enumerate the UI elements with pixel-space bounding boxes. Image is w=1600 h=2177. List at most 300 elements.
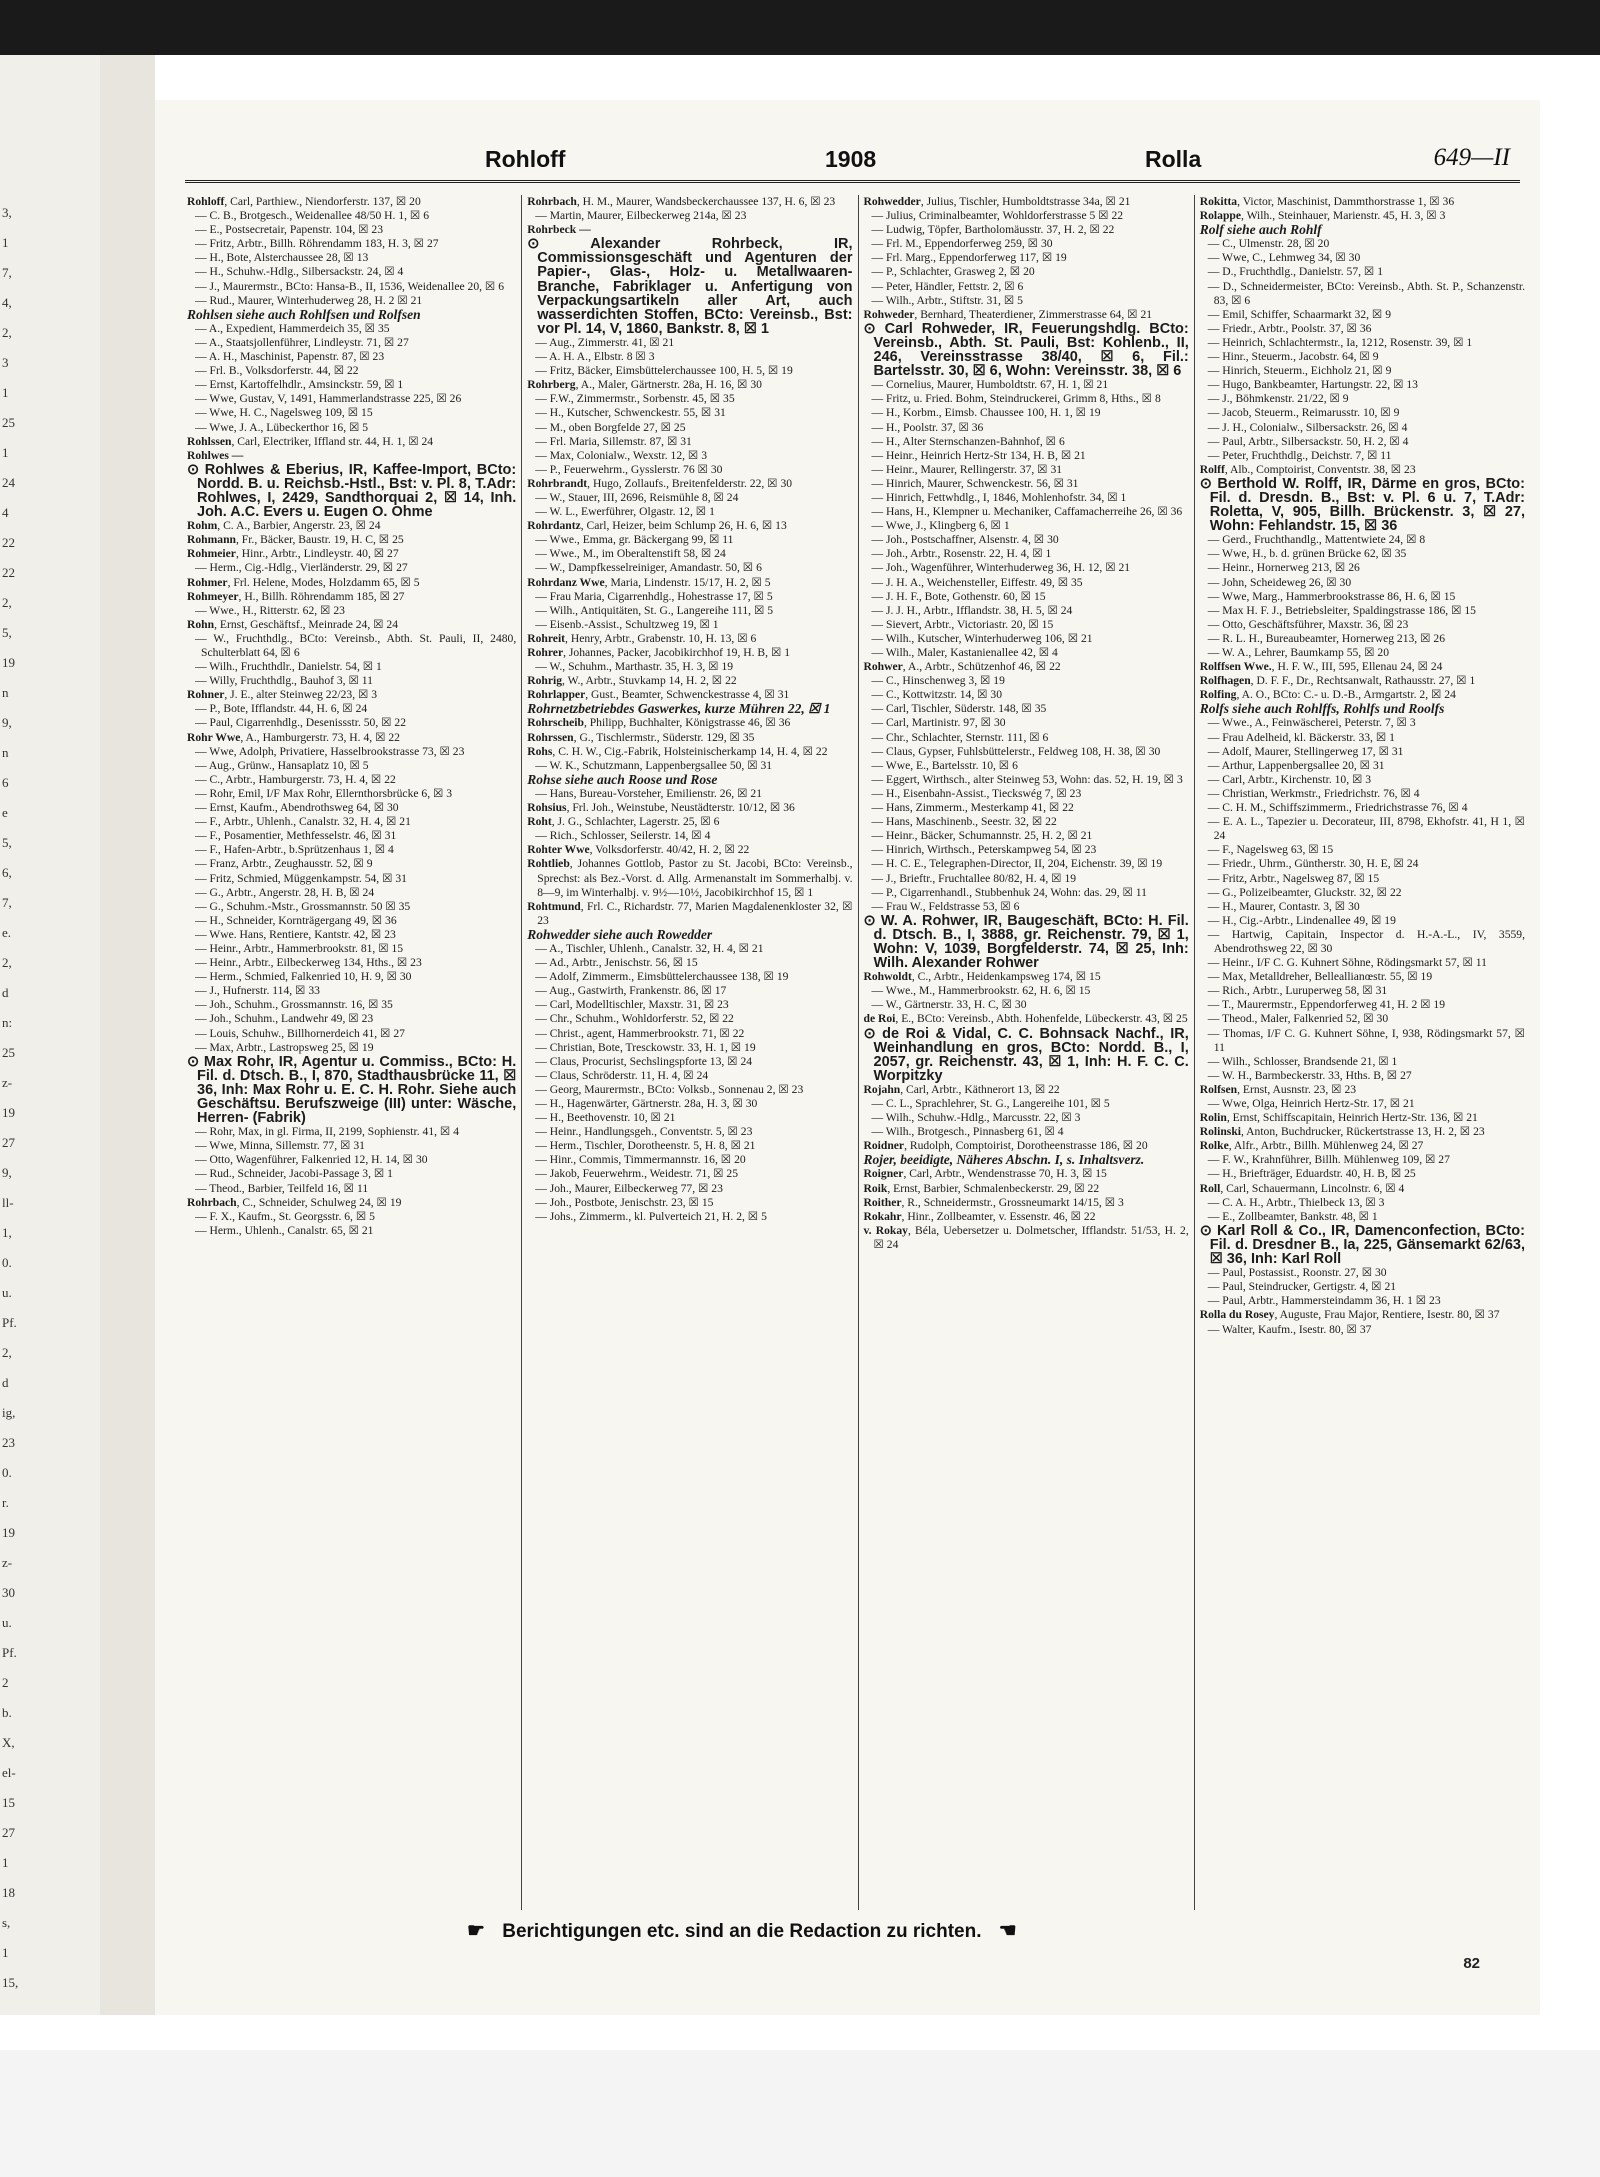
directory-entry: — J. J. H., Arbtr., Ifflandstr. 38, H. 5, ☒ 24 bbox=[871, 603, 1073, 617]
margin-fragment: u. bbox=[2, 1285, 12, 1300]
directory-entry: — Paul, Cigarrenhdlg., Desenissstr. 50, ☒ 22 bbox=[195, 716, 407, 730]
directory-entry: — Adolf, Zimmerm., Eimsbüttelerchaussee 138, ☒ 19 bbox=[535, 970, 789, 984]
margin-fragment: 7, bbox=[2, 265, 12, 280]
margin-fragment: 6, bbox=[2, 865, 12, 880]
margin-fragment: z- bbox=[2, 1075, 13, 1090]
directory-entry: — Rud., Maurer, Winterhuderweg 28, H. 2 ☒ 21 bbox=[195, 293, 423, 307]
directory-entry: — A., Expedient, Hammerdeich 35, ☒ 35 bbox=[195, 321, 390, 335]
directory-entry: Rohwer, A., Arbtr., Schützenhof 46, ☒ 22 bbox=[863, 660, 1061, 674]
directory-entry: — Frau W., Feldstrasse 53, ☒ 6 bbox=[871, 899, 1020, 913]
directory-entry: — Chr., Schuhm., Wohldorferstr. 52, ☒ 22 bbox=[535, 1012, 734, 1026]
directory-entry: Rohrscheib, Philipp, Buchhalter, Königstrasse 46, ☒ 36 bbox=[527, 716, 791, 730]
directory-entry: — Hans, Maschinenb., Seestr. 32, ☒ 22 bbox=[871, 815, 1057, 829]
directory-entry: — W. A., Lehrer, Baumkamp 55, ☒ 20 bbox=[1207, 646, 1389, 659]
directory-entry: Rohreit, Henry, Arbtr., Grabenstr. 10, H. 13, ☒ 6 bbox=[527, 631, 757, 645]
directory-entry: — Peter, Händler, Fettstr. 2, ☒ 6 bbox=[871, 279, 1024, 293]
directory-entry: — Carl, Arbtr., Kirchenstr. 10, ☒ 3 bbox=[1207, 772, 1372, 786]
directory-entry: — Theod., Maler, Falkenried 52, ☒ 30 bbox=[1207, 1012, 1389, 1026]
pointing-hand-right-icon: ☚ bbox=[998, 1920, 1017, 1942]
margin-fragment: 22 bbox=[2, 535, 15, 550]
directory-entry: — Wwe, Olga, Heinrich Hertz-Str. 17, ☒ 21 bbox=[1207, 1097, 1415, 1110]
directory-entry: Rohrbeck — bbox=[527, 223, 591, 237]
margin-fragment: d bbox=[2, 985, 9, 1000]
directory-entry: — Julius, Criminalbeamter, Wohldorferstrasse 5 ☒ 22 bbox=[871, 209, 1124, 223]
margin-fragment: e. bbox=[2, 925, 12, 940]
margin-fragment: el- bbox=[2, 1765, 16, 1780]
directory-entry: — H., Beethovenstr. 10, ☒ 21 bbox=[535, 1111, 676, 1125]
directory-entry: — F. W., Krahnführer, Billh. Mühlenweg 109, ☒ 27 bbox=[1207, 1153, 1450, 1167]
directory-entry: — P., Cigarrenhandl., Stubbenhuk 24, Wohn: das. 29, ☒ 11 bbox=[871, 885, 1147, 899]
directory-entry: — Rich., Arbtr., Luruperweg 58, ☒ 31 bbox=[1207, 984, 1388, 998]
directory-entry: — H., Kutscher, Schwenckestr. 55, ☒ 31 bbox=[535, 406, 726, 420]
directory-entry: — D., Fruchthdlg., Danielstr. 57, ☒ 1 bbox=[1207, 265, 1384, 279]
margin-fragment: r. bbox=[2, 1495, 9, 1510]
directory-entry: Rohrbrandt, Hugo, Zollaufs., Breitenfelderstr. 22, ☒ 30 bbox=[527, 476, 793, 490]
margin-fragment: 7, bbox=[2, 895, 12, 910]
directory-entry: — Joh., Arbtr., Rosenstr. 22, H. 4, ☒ 1 bbox=[871, 547, 1052, 561]
directory-entry: — F., Hafen-Arbtr., b.Sprützenhaus 1, ☒ 4 bbox=[195, 843, 394, 857]
margin-fragment: X, bbox=[2, 1735, 15, 1750]
directory-entry: — F., Nagelsweg 63, ☒ 15 bbox=[1207, 843, 1334, 857]
margin-fragment: e bbox=[2, 805, 8, 820]
directory-entry: Rolla du Rosey, Auguste, Frau Major, Rentiere, Isestr. 80, ☒ 37 bbox=[1199, 1308, 1500, 1322]
directory-entry: Rolffsen Wwe., H. F. W., III, 595, Ellenau 24, ☒ 24 bbox=[1199, 660, 1443, 674]
directory-entry: — Hartwig, Capitain, Inspector d. H.-A.-L., IV, 3559, Abendrothsweg 22, ☒ 30 bbox=[1207, 927, 1525, 955]
directory-columns bbox=[185, 195, 1530, 1910]
directory-entry: — Hinrich, Fettwhdlg., I, 1846, Mohlenhofstr. 34, ☒ 1 bbox=[871, 490, 1127, 504]
directory-entry: Roidner, Rudolph, Comptoirist, Dorotheenstrasse 186, ☒ 20 bbox=[863, 1139, 1148, 1153]
directory-column-3 bbox=[858, 195, 1194, 1910]
directory-entry: — F., Posamentier, Methfesselstr. 46, ☒ 31 bbox=[195, 829, 397, 843]
directory-entry: — C. A. H., Arbtr., Thielbeck 13, ☒ 3 bbox=[1207, 1195, 1385, 1209]
directory-entry: — H., Briefträger, Eduardstr. 40, H. B, ☒ 25 bbox=[1207, 1167, 1416, 1181]
margin-fragment: 2, bbox=[2, 325, 12, 340]
directory-entry: — Paul, Arbtr., Silbersackstr. 50, H. 2, ☒ 4 bbox=[1207, 434, 1409, 448]
directory-entry: Rokitta, Victor, Maschinist, Dammthorstrasse 1, ☒ 36 bbox=[1199, 195, 1455, 208]
margin-fragment: ll- bbox=[2, 1195, 14, 1210]
directory-entry: — P., Schlachter, Grasweg 2, ☒ 20 bbox=[871, 265, 1035, 279]
directory-entry: Rolff, Alb., Comptoirist, Conventstr. 38, ☒ 23 bbox=[1199, 462, 1416, 476]
directory-entry: — H., Bote, Alsterchaussee 28, ☒ 13 bbox=[195, 251, 369, 265]
directory-entry: — Wwe., Emma, gr. Bäckergang 99, ☒ 11 bbox=[535, 533, 734, 547]
directory-entry: — P., Feuerwehrm., Gysslerstr. 76 ☒ 30 bbox=[535, 462, 723, 476]
header-last-entry: Rolla bbox=[1145, 146, 1202, 172]
directory-entry: — H., Schneider, Kornträgergang 49, ☒ 36 bbox=[195, 913, 397, 927]
directory-entry: — Wilh., Kutscher, Winterhuderweg 106, ☒ 21 bbox=[871, 631, 1093, 645]
directory-entry: Rohmann, Fr., Bäcker, Baustr. 19, H. C, ☒ 25 bbox=[187, 533, 404, 547]
directory-entry: Rohrnetzbetriebdes Gaswerkes, kurze Mühren 22, ☒ 1 bbox=[527, 701, 831, 717]
directory-entry: — J. H. A., Weichensteller, Eiffestr. 49, ☒ 35 bbox=[871, 575, 1083, 589]
directory-entry: — J., Böhmkenstr. 21/22, ☒ 9 bbox=[1207, 392, 1349, 406]
directory-entry: — J., Brieftr., Fruchtallee 80/82, H. 4, ☒ 19 bbox=[871, 871, 1077, 885]
directory-entry: — J., Hufnerstr. 114, ☒ 33 bbox=[195, 984, 320, 998]
directory-entry: — Hans, Zimmerm., Mesterkamp 41, ☒ 22 bbox=[871, 801, 1074, 815]
directory-entry: v. Rokay, Béla, Uebersetzer u. Dolmetscher, Ifflandstr. 51/53, H. 2, ☒ 24 bbox=[863, 1223, 1189, 1251]
directory-entry: — Joh., Wagenführer, Winterhuderweg 36, H. 12, ☒ 21 bbox=[871, 561, 1131, 575]
directory-entry: Rohwoldt, C., Arbtr., Heidenkampsweg 174, ☒ 15 bbox=[863, 970, 1101, 984]
directory-entry: — A., Staatsjollenführer, Lindleystr. 71, ☒ 27 bbox=[195, 335, 409, 349]
directory-entry: — Christian, Bote, Tresckowstr. 33, H. 1, ☒ 19 bbox=[535, 1040, 756, 1054]
directory-entry: — Hugo, Bankbeamter, Hartungstr. 22, ☒ 13 bbox=[1207, 378, 1418, 392]
directory-entry: — Frl. Maria, Sillemstr. 87, ☒ 31 bbox=[535, 434, 692, 448]
directory-entry: — A. H. A., Elbstr. 8 ☒ 3 bbox=[535, 350, 655, 364]
directory-entry: Rohter Wwe, Volksdorferstr. 40/42, H. 2, ☒ 22 bbox=[527, 843, 750, 857]
directory-entry: — J., Maurermstr., BCto: Hansa-B., II, 1536, Weidenallee 20, ☒ 6 bbox=[195, 279, 505, 293]
directory-entry: — Heinr., I/F C. G. Kuhnert Söhne, Rödingsmarkt 57, ☒ 11 bbox=[1207, 956, 1487, 970]
directory-page bbox=[155, 100, 1540, 2015]
footer-notice-text: Berichtigungen etc. sind an die Redaction zu richten. bbox=[502, 1921, 982, 1942]
directory-entry: — Eisenb.-Assist., Schultzweg 19, ☒ 1 bbox=[535, 617, 719, 631]
directory-entry: — H., Hagenwärter, Gärtnerstr. 28a, H. 3, ☒ 30 bbox=[535, 1097, 758, 1110]
directory-entry: Rohmer, Frl. Helene, Modes, Holzdamm 65, ☒ 5 bbox=[187, 575, 420, 589]
margin-fragment: 2 bbox=[2, 1675, 9, 1690]
directory-entry: — Wwe, H. C., Nagelsweg 109, ☒ 15 bbox=[195, 406, 373, 420]
directory-entry: Rolke, Alfr., Arbtr., Billh. Mühlenweg 24, ☒ 27 bbox=[1199, 1139, 1424, 1153]
directory-entry: — Heinr., Handlungsgeh., Conventstr. 5, ☒ 23 bbox=[535, 1125, 753, 1139]
header-year: 1908 bbox=[825, 146, 877, 172]
directory-entry: Rohrlapper, Gust., Beamter, Schwenckestrasse 4, ☒ 31 bbox=[527, 688, 790, 702]
directory-entry: — Wwe, Adolph, Privatiere, Hasselbrookstrasse 73, ☒ 23 bbox=[195, 744, 465, 758]
directory-entry: Rohmeier, Hinr., Arbtr., Lindleystr. 40, ☒ 27 bbox=[187, 547, 399, 561]
directory-entry: — Heinr., Arbtr., Eilbeckerweg 134, Hths., ☒ 23 bbox=[195, 956, 422, 970]
directory-entry: Rolin, Ernst, Schiffscapitain, Heinrich Hertz-Str. 136, ☒ 21 bbox=[1199, 1111, 1478, 1125]
directory-entry: — Peter, Fruchthdlg., Deichstr. 7, ☒ 11 bbox=[1207, 448, 1392, 462]
directory-entry: — Hinr., Commis, Timmermannstr. 16, ☒ 20 bbox=[535, 1153, 746, 1167]
directory-entry: Rohner, J. E., alter Steinweg 22/23, ☒ 3 bbox=[187, 688, 378, 702]
page-number: 82 bbox=[1463, 1955, 1480, 1972]
directory-entry: — Heinr., Hornerweg 213, ☒ 26 bbox=[1207, 561, 1360, 575]
directory-entry: ⊙ W. A. Rohwer, IR, Baugeschäft, BCto: H. Fil. d. Dtsch. B., I, 3888, gr. Reichenstr. 79, ☒ 1, Wohn: V, 1039, Borgfelderstr. 74, ☒ 25, Inh: Wilh. Alexander Rohwer bbox=[863, 912, 1189, 972]
directory-entry: — Friedr., Arbtr., Poolstr. 37, ☒ 36 bbox=[1207, 321, 1372, 335]
directory-entry: — Hinrich, Wirthsch., Peterskampweg 54, ☒ 23 bbox=[871, 843, 1097, 857]
margin-fragment: 19 bbox=[2, 655, 15, 670]
directory-entry: — Fritz, u. Fried. Bohm, Steindruckerei, Grimm 8, Hths., ☒ 8 bbox=[871, 392, 1161, 406]
scan-bottom-border bbox=[0, 2050, 1600, 2177]
directory-entry: — Hinr., Steuerm., Jacobstr. 64, ☒ 9 bbox=[1207, 350, 1379, 364]
margin-fragment: 5, bbox=[2, 835, 12, 850]
margin-fragment: 4 bbox=[2, 505, 9, 520]
directory-entry: — Claus, Gypser, Fuhlsbüttelerstr., Feldweg 108, H. 38, ☒ 30 bbox=[871, 744, 1161, 758]
directory-entry: Rohweder, Bernhard, Theaterdiener, Zimmerstrasse 64, ☒ 21 bbox=[863, 307, 1153, 321]
directory-entry: — C. B., Brotgesch., Weidenallee 48/50 H. 1, ☒ 6 bbox=[195, 209, 430, 223]
directory-entry: — Aug., Gastwirth, Frankenstr. 86, ☒ 17 bbox=[535, 984, 727, 998]
directory-entry: — Fritz, Arbtr., Nagelsweg 87, ☒ 15 bbox=[1207, 871, 1380, 885]
directory-entry: — G., Arbtr., Angerstr. 28, H. B, ☒ 24 bbox=[195, 885, 375, 899]
directory-entry: — Christ., agent, Hammerbrookstr. 71, ☒ 22 bbox=[535, 1026, 745, 1040]
directory-entry: — Franz, Arbtr., Zeughausstr. 52, ☒ 9 bbox=[195, 857, 373, 871]
directory-entry: — Otto, Geschäftsführer, Maxstr. 36, ☒ 23 bbox=[1207, 617, 1409, 631]
directory-entry: Rohrig, W., Arbtr., Stuvkamp 14, H. 2, ☒ 22 bbox=[527, 674, 737, 688]
directory-entry: — Walter, Kaufm., Isestr. 80, ☒ 37 bbox=[1207, 1322, 1372, 1336]
directory-entry: — Joh., Schuhm., Grossmannstr. 16, ☒ 35 bbox=[195, 998, 393, 1012]
margin-fragment: z- bbox=[2, 1555, 13, 1570]
directory-entry: — Frau Maria, Cigarrenhdlg., Hohestrasse 17, ☒ 5 bbox=[535, 589, 773, 603]
directory-entry: — Otto, Wagenführer, Falkenried 12, H. 14, ☒ 30 bbox=[195, 1153, 428, 1167]
scan-top-border bbox=[0, 0, 1600, 55]
footer-notice bbox=[455, 1918, 1029, 1943]
directory-entry: — C., Hinschenweg 3, ☒ 19 bbox=[871, 674, 1005, 688]
margin-fragment: 2, bbox=[2, 1345, 12, 1360]
directory-entry: — Joh., Postschaffner, Alsenstr. 4, ☒ 30 bbox=[871, 533, 1059, 547]
directory-entry: — Heinr., Heinrich Hertz-Str 134, H. B, ☒ 21 bbox=[871, 448, 1086, 462]
margin-fragment: 3, bbox=[2, 205, 12, 220]
directory-entry: — Emil, Schiffer, Schaarmarkt 32, ☒ 9 bbox=[1207, 307, 1392, 321]
margin-fragment: n bbox=[2, 745, 9, 760]
margin-fragment: 0. bbox=[2, 1255, 12, 1270]
directory-entry: — Wilh., Maler, Kastanienallee 42, ☒ 4 bbox=[871, 646, 1058, 659]
directory-column-4 bbox=[1194, 195, 1530, 1910]
running-header bbox=[185, 140, 1520, 183]
margin-fragment: 27 bbox=[2, 1825, 15, 1840]
directory-entry: Rohlssen, Carl, Electriker, Iffland str. 44, H. 1, ☒ 24 bbox=[187, 434, 434, 448]
margin-fragment: 9, bbox=[2, 715, 12, 730]
directory-entry: — Friedr., Uhrm., Güntherstr. 30, H. E, ☒ 24 bbox=[1207, 857, 1419, 871]
directory-entry: Roither, R., Schneidermstr., Grossneumarkt 14/15, ☒ 3 bbox=[863, 1195, 1124, 1209]
directory-entry: — H., Schuhw.-Hdlg., Silbersackstr. 24, ☒ 4 bbox=[195, 265, 404, 279]
directory-entry: — C. H. M., Schiffszimmerm., Friedrichstrasse 76, ☒ 4 bbox=[1207, 801, 1468, 815]
directory-entry: Rokahr, Hinr., Zollbeamter, v. Essenstr. 46, ☒ 22 bbox=[863, 1209, 1096, 1223]
directory-entry: — W. L., Ewerführer, Olgastr. 12, ☒ 1 bbox=[535, 505, 715, 519]
directory-entry: — C. L., Sprachlehrer, St. G., Langereihe 101, ☒ 5 bbox=[871, 1097, 1110, 1110]
directory-entry: — Willy, Fruchthdlg., Bauhof 3, ☒ 11 bbox=[195, 674, 373, 688]
directory-entry: — R. L. H., Bureaubeamter, Hornerweg 213, ☒ 26 bbox=[1207, 631, 1445, 645]
directory-entry: — Chr., Schlachter, Sternstr. 111, ☒ 6 bbox=[871, 730, 1049, 744]
directory-entry: Rolfs siehe auch Rohlffs, Rohlfs und Roolfs bbox=[1199, 701, 1445, 717]
directory-entry: Rohloff, Carl, Parthiew., Niendorferstr. 137, ☒ 20 bbox=[187, 195, 421, 208]
directory-entry: — Rud., Schneider, Jacobi-Passage 3, ☒ 1 bbox=[195, 1167, 393, 1181]
directory-entry: Rohn, Ernst, Geschäftsf., Meinrade 24, ☒ 24 bbox=[187, 617, 399, 631]
directory-entry: Rohwedder siehe auch Rowedder bbox=[527, 926, 713, 942]
directory-entry: — Joh., Postbote, Jenischstr. 23, ☒ 15 bbox=[535, 1195, 714, 1209]
margin-fragment: 24 bbox=[2, 475, 15, 490]
directory-entry: — W. H., Barmbeckerstr. 33, Hths. B, ☒ 27 bbox=[1207, 1068, 1412, 1082]
directory-entry: Rohrdanz Wwe, Maria, Lindenstr. 15/17, H. 2, ☒ 5 bbox=[527, 575, 771, 589]
directory-entry: — W., Dampfkesselreiniger, Amandastr. 50, ☒ 6 bbox=[535, 561, 762, 575]
directory-entry: — Carl, Modelltischler, Maxstr. 31, ☒ 23 bbox=[535, 998, 729, 1012]
directory-entry: Rohwedder, Julius, Tischler, Humboldtstrasse 34a, ☒ 21 bbox=[863, 195, 1131, 208]
directory-entry: Rohr Wwe, A., Hamburgerstr. 73, H. 4, ☒ 22 bbox=[187, 730, 400, 744]
directory-entry: — Frl. Marg., Eppendorferweg 117, ☒ 19 bbox=[871, 251, 1067, 265]
directory-entry: Rolfsen, Ernst, Ausnstr. 23, ☒ 23 bbox=[1199, 1082, 1357, 1096]
directory-entry: — Hinrich, Maurer, Schwenckestr. 56, ☒ 31 bbox=[871, 476, 1079, 490]
margin-fragment: 19 bbox=[2, 1105, 15, 1120]
directory-entry: Rohsius, Frl. Joh., Weinstube, Neustädterstr. 10/12, ☒ 36 bbox=[527, 801, 795, 815]
directory-entry: Rolfing, A. O., BCto: C.- u. D.-B., Armgartstr. 2, ☒ 24 bbox=[1199, 688, 1456, 702]
directory-entry: — Jacob, Steuerm., Reimarusstr. 10, ☒ 9 bbox=[1207, 406, 1400, 420]
margin-fragment: d bbox=[2, 1375, 9, 1390]
directory-entry: — Claus, Procurist, Sechslingspforte 13, ☒ 24 bbox=[535, 1054, 753, 1068]
directory-entry: — A. H., Maschinist, Papenstr. 87, ☒ 23 bbox=[195, 350, 385, 364]
directory-entry: — Heinrich, Schlachtermstr., Ia, 1212, Rosenstr. 39, ☒ 1 bbox=[1207, 335, 1473, 349]
directory-entry: — Wwe, H., b. d. grünen Brücke 62, ☒ 35 bbox=[1207, 547, 1407, 561]
directory-entry: Roht, J. G., Schlachter, Lagerstr. 25, ☒ 6 bbox=[527, 815, 720, 829]
margin-fragment: 23 bbox=[2, 1435, 15, 1450]
directory-entry: Rolfhagen, D. F. F., Dr., Rechtsanwalt, Rathausstr. 27, ☒ 1 bbox=[1199, 674, 1476, 688]
directory-entry: ⊙ Alexander Rohrbeck, IR, Commissionsgeschäft und Agenturen der Papier-, Glas-, Holz- u. Metallwaaren-Branche, Fabriklager u. Anfertigung von Verpackungsartikeln aller Art, auch wasserdichten Stoffen, BCto: Vereinsb., Bst: vor Pl. 14, V, 1860, Bankstr. 8, ☒ 1 bbox=[527, 236, 853, 337]
directory-entry: — H. C. E., Telegraphen-Director, II, 204, Eichenstr. 39, ☒ 19 bbox=[871, 857, 1163, 871]
directory-entry: — Hans, H., Klempner u. Mechaniker, Caffamacherreihe 26, ☒ 36 bbox=[871, 505, 1183, 519]
directory-entry: — Wwe, C., Lehmweg 34, ☒ 30 bbox=[1207, 251, 1361, 265]
directory-entry: — Wwe, Minna, Sillemstr. 77, ☒ 31 bbox=[195, 1139, 365, 1153]
margin-fragment: n: bbox=[2, 1015, 13, 1030]
margin-fragment: 1 bbox=[2, 235, 9, 250]
directory-entry: — Sievert, Arbtr., Victoriastr. 20, ☒ 15 bbox=[871, 617, 1054, 631]
directory-entry: — F.W., Zimmermstr., Sorbenstr. 45, ☒ 35 bbox=[535, 392, 735, 406]
directory-entry: — H., Alter Sternschanzen-Bahnhof, ☒ 6 bbox=[871, 434, 1065, 448]
directory-entry: — Heinr., Maurer, Rellingerstr. 37, ☒ 31 bbox=[871, 462, 1063, 476]
directory-entry: Roik, Ernst, Barbier, Schmalenbeckerstr. 29, ☒ 22 bbox=[863, 1181, 1100, 1195]
directory-entry: — Heinr., Bäcker, Schumannstr. 25, H. 2, ☒ 21 bbox=[871, 829, 1093, 843]
pointing-hand-left-icon: ☛ bbox=[467, 1920, 485, 1942]
directory-entry: — Wilh., Antiquitäten, St. G., Langereihe 111, ☒ 5 bbox=[535, 603, 774, 617]
directory-entry: — Carl, Martinistr. 97, ☒ 30 bbox=[871, 716, 1006, 730]
directory-entry: — C., Arbtr., Hamburgerstr. 73, H. 4, ☒ 22 bbox=[195, 772, 396, 786]
directory-entry: — Wilh., Schuhw.-Hdlg., Marcusstr. 22, ☒ 3 bbox=[871, 1111, 1081, 1125]
directory-entry: — Rohr, Emil, I/F Max Rohr, Ellernthorsbrücke 6, ☒ 3 bbox=[195, 786, 453, 800]
margin-fragment: Pf. bbox=[2, 1645, 17, 1660]
directory-entry: ⊙ de Roi & Vidal, C. C. Bohnsack Nachf., IR, Weinhandlung en gros, BCto: Nordd. B., I, 2057, gr. Reichenstr. 43, ☒ 1, Inh: H. F. C. C. Worpitzky bbox=[863, 1025, 1189, 1084]
directory-entry: — Max H. F. J., Betriebsleiter, Spaldingstrasse 186, ☒ 15 bbox=[1207, 603, 1476, 617]
directory-entry: Rohlwes — bbox=[187, 448, 244, 462]
directory-entry: — Heinr., Arbtr., Hammerbrookstr. 81, ☒ 15 bbox=[195, 941, 404, 955]
directory-entry: — J. H., Colonialw., Silbersackstr. 26, ☒ 4 bbox=[1207, 420, 1408, 434]
directory-entry: — Wilh., Fruchthdlr., Danielstr. 54, ☒ 1 bbox=[195, 660, 382, 674]
directory-entry: — E., Zollbeamter, Bankstr. 48, ☒ 1 bbox=[1207, 1209, 1378, 1223]
directory-entry: — Herm., Cig.-Hdlg., Vierländerstr. 29, ☒ 27 bbox=[195, 561, 408, 575]
directory-entry: — E., Postsecretair, Papenstr. 104, ☒ 23 bbox=[195, 223, 383, 237]
margin-fragment: 22 bbox=[2, 565, 15, 580]
directory-entry: — Wwe, E., Bartelsstr. 10, ☒ 6 bbox=[871, 758, 1018, 772]
directory-entry: — Frau Adelheid, kl. Bäckerstr. 33, ☒ 1 bbox=[1207, 730, 1395, 744]
directory-entry: — Aug., Grünw., Hansaplatz 10, ☒ 5 bbox=[195, 758, 369, 772]
directory-entry: — Wwe., A., Feinwäscherei, Peterstr. 7, ☒ 3 bbox=[1207, 716, 1416, 730]
directory-entry: Rohrssen, G., Tischlermstr., Süderstr. 129, ☒ 35 bbox=[527, 730, 755, 744]
directory-entry: — P., Bote, Ifflandstr. 44, H. 6, ☒ 24 bbox=[195, 702, 368, 716]
directory-entry: — W., Fruchthdlg., BCto: Vereinsb., Abth. St. Pauli, II, 2480, Schulterblatt 64, ☒ 6 bbox=[195, 631, 517, 659]
directory-entry: Rohrbach, H. M., Maurer, Wandsbeckerchaussee 137, H. 6, ☒ 23 bbox=[527, 195, 836, 208]
directory-entry: — Max, Arbtr., Lastropsweg 25, ☒ 19 bbox=[195, 1040, 374, 1054]
directory-entry: — Hans, Bureau-Vorsteher, Emilienstr. 26, ☒ 21 bbox=[535, 786, 762, 800]
directory-entry: ⊙ Berthold W. Rolff, IR, Därme en gros, BCto: Fil. d. Dresdn. B., Bst: v. Pl. 6 u. 7, T.Adr: Roletta, V, 905, Billh. Brückenstr. 3, ☒ 27, Wohn: Fehlandstr. 15, ☒ 36 bbox=[1199, 475, 1525, 535]
directory-column-2 bbox=[521, 195, 857, 1910]
directory-entry: — M., oben Borgfelde 27, ☒ 25 bbox=[535, 420, 686, 434]
directory-entry: Rohm, C. A., Barbier, Angerstr. 23, ☒ 24 bbox=[187, 519, 381, 533]
margin-fragment: n bbox=[2, 685, 9, 700]
margin-fragment: 1 bbox=[2, 1945, 9, 1960]
directory-entry: — Wwe, J. A., Lübeckerthor 16, ☒ 5 bbox=[195, 420, 369, 434]
directory-entry: — John, Scheideweg 26, ☒ 30 bbox=[1207, 575, 1352, 589]
margin-fragment: 1 bbox=[2, 1855, 9, 1870]
directory-entry: — Ernst, Kartoffelhdlr., Amsinckstr. 59, ☒ 1 bbox=[195, 378, 404, 392]
margin-fragment: 2, bbox=[2, 955, 12, 970]
directory-entry: — W. K., Schutzmann, Lappenbergsallee 50, ☒ 31 bbox=[535, 758, 773, 772]
directory-entry: — Max, Metalldreher, Belleallianœstr. 55, ☒ 19 bbox=[1207, 970, 1433, 984]
directory-column-1 bbox=[185, 195, 521, 1910]
directory-entry: — E. A. L., Tapezier u. Decorateur, III, 8798, Ekhofstr. 41, H 1, ☒ 24 bbox=[1207, 815, 1525, 843]
margin-fragment: 25 bbox=[2, 415, 15, 430]
directory-entry: Rolinski, Anton, Buchdrucker, Rückertstrasse 13, H. 2, ☒ 23 bbox=[1199, 1125, 1485, 1139]
margin-fragment: 25 bbox=[2, 1045, 15, 1060]
directory-entry: Rohrbach, C., Schneider, Schulweg 24, ☒ 19 bbox=[187, 1195, 402, 1209]
directory-entry: — Jakob, Feuerwehrm., Weidestr. 71, ☒ 25 bbox=[535, 1167, 739, 1181]
margin-fragment: Pf. bbox=[2, 1315, 17, 1330]
directory-entry: de Roi, E., BCto: Vereinsb., Abth. Hohenfelde, Lübeckerstr. 43, ☒ 25 bbox=[863, 1012, 1188, 1026]
margin-fragment: 1 bbox=[2, 445, 9, 460]
margin-fragment: 1 bbox=[2, 385, 9, 400]
directory-entry: — Wwe., H., Ritterstr. 62, ☒ 23 bbox=[195, 603, 345, 617]
margin-fragment: 19 bbox=[2, 1525, 15, 1540]
directory-entry: Roll, Carl, Schauermann, Lincolnstr. 6, ☒ 4 bbox=[1199, 1181, 1405, 1195]
header-page-label: 649—II bbox=[1433, 144, 1510, 171]
directory-entry: Rohs, C. H. W., Cig.-Fabrik, Holsteinischerkamp 14, H. 4, ☒ 22 bbox=[527, 744, 828, 758]
directory-entry: — Max, Colonialw., Wexstr. 12, ☒ 3 bbox=[535, 448, 708, 462]
directory-entry: — H., Korbm., Eimsb. Chaussee 100, H. 1, ☒ 19 bbox=[871, 406, 1101, 420]
directory-entry: Rohtmund, Frl. C., Richardstr. 77, Marien Magdalenenkloster 32, ☒ 23 bbox=[527, 899, 853, 927]
directory-entry: — Wwe. Hans, Rentiere, Kantstr. 42, ☒ 23 bbox=[195, 927, 396, 941]
directory-entry: — Eggert, Wirthsch., alter Steinweg 53, Wohn: das. 52, H. 19, ☒ 3 bbox=[871, 772, 1183, 786]
margin-fragment: 4, bbox=[2, 295, 12, 310]
directory-entry: — D., Schneidermeister, BCto: Vereinsb., Abth. St. P., Schanzenstr. 83, ☒ 6 bbox=[1207, 279, 1525, 307]
margin-fragment: b. bbox=[2, 1705, 12, 1720]
directory-entry: — Martin, Maurer, Eilbeckerweg 214a, ☒ 23 bbox=[535, 209, 747, 223]
directory-entry: — G., Polizeibeamter, Gluckstr. 32, ☒ 22 bbox=[1207, 885, 1402, 899]
directory-entry: — F., Arbtr., Uhlenh., Canalstr. 32, H. 4, ☒ 21 bbox=[195, 815, 411, 829]
directory-entry: — Wilh., Schlosser, Brandsende 21, ☒ 1 bbox=[1207, 1054, 1398, 1068]
directory-entry: — Joh., Schuhm., Landwehr 49, ☒ 23 bbox=[195, 1012, 374, 1026]
directory-entry: — Rohr, Max, in gl. Firma, II, 2199, Sophienstr. 41, ☒ 4 bbox=[195, 1125, 460, 1139]
directory-entry: — Herm., Schmied, Falkenried 10, H. 9, ☒ 30 bbox=[195, 970, 412, 984]
directory-entry: — Herm., Tischler, Dorotheenstr. 5, H. 8, ☒ 21 bbox=[535, 1139, 756, 1153]
directory-entry: ⊙ Max Rohr, IR, Agentur u. Commiss., BCto: H. Fil. d. Dtsch. B., I, 870, Stadthausbrücke 11, ☒ 36, Inh: Max Rohr u. E. C. H. Rohr. Siehe auch Geschäftsu. Berufszweige (III) unter: Wäsche, Herren- (Fabrik) bbox=[187, 1053, 517, 1127]
directory-entry: Rojer, beeidigte, Näheres Abschn. I, s. Inhaltsverz. bbox=[863, 1152, 1145, 1168]
directory-entry: — W., Gärtnerstr. 33, H. C, ☒ 30 bbox=[871, 998, 1027, 1012]
directory-entry: Rohrdantz, Carl, Heizer, beim Schlump 26, H. 6, ☒ 13 bbox=[527, 519, 787, 533]
directory-entry: — Johs., Zimmerm., kl. Pulverteich 21, H. 2, ☒ 5 bbox=[535, 1209, 767, 1223]
directory-entry: — Fritz, Arbtr., Billh. Röhrendamm 183, H. 3, ☒ 27 bbox=[195, 237, 439, 251]
directory-entry: — W., Stauer, III, 2696, Reismühle 8, ☒ 24 bbox=[535, 490, 739, 504]
directory-entry: — Ludwig, Töpfer, Bartholomäusstr. 37, H. 2, ☒ 22 bbox=[871, 223, 1115, 237]
margin-fragment: s, bbox=[2, 1915, 11, 1930]
directory-entry: — Wwe, Gustav, V, 1491, Hammerlandstrasse 225, ☒ 26 bbox=[195, 392, 462, 406]
directory-entry: — Wilh., Brotgesch., Pinnasberg 61, ☒ 4 bbox=[871, 1125, 1064, 1139]
directory-entry: — F. X., Kaufm., St. Georgsstr. 6, ☒ 5 bbox=[195, 1209, 375, 1223]
directory-entry: — C., Kottwitzstr. 14, ☒ 30 bbox=[871, 688, 1003, 702]
directory-entry: — Adolf, Maurer, Stellingerweg 17, ☒ 31 bbox=[1207, 744, 1404, 758]
margin-fragment: 1, bbox=[2, 1225, 12, 1240]
directory-entry: Rohrer, Johannes, Packer, Jacobikirchhof 19, H. B, ☒ 1 bbox=[527, 646, 791, 659]
directory-entry: Rohse siehe auch Roose und Rose bbox=[527, 771, 718, 787]
directory-entry: — Claus, Schröderstr. 11, H. 4, ☒ 24 bbox=[535, 1068, 709, 1082]
directory-entry: Rohrberg, A., Maler, Gärtnerstr. 28a, H. 16, ☒ 30 bbox=[527, 378, 762, 392]
directory-entry: ⊙ Karl Roll & Co., IR, Damenconfection, BCto: Fil. d. Dresdner B., Ia, 225, Gänsemarkt 62/63, ☒ 36, Inh: Karl Roll bbox=[1199, 1222, 1525, 1268]
directory-entry: — H., Cig.-Arbtr., Lindenallee 49, ☒ 19 bbox=[1207, 913, 1396, 927]
directory-entry: — T., Maurermstr., Eppendorferweg 41, H. 2 ☒ 19 bbox=[1207, 998, 1446, 1012]
margin-fragment: 0. bbox=[2, 1465, 12, 1480]
directory-entry: Rojahn, Carl, Arbtr., Käthnerort 13, ☒ 22 bbox=[863, 1082, 1060, 1096]
book-gutter bbox=[100, 55, 155, 2015]
directory-entry: — Wwe, J., Klingberg 6, ☒ 1 bbox=[871, 519, 1010, 533]
directory-entry: — Arthur, Lappenbergsallee 20, ☒ 31 bbox=[1207, 758, 1385, 772]
directory-entry: — Herm., Uhlenh., Canalstr. 65, ☒ 21 bbox=[195, 1223, 374, 1237]
margin-fragment: 15 bbox=[2, 1795, 15, 1810]
directory-entry: — Fritz, Schmied, Müggenkampstr. 54, ☒ 31 bbox=[195, 871, 407, 885]
directory-entry: Rohlsen siehe auch Rohlfsen und Rolfsen bbox=[187, 306, 421, 322]
directory-entry: — Ernst, Kaufm., Abendrothsweg 64, ☒ 30 bbox=[195, 801, 399, 815]
directory-entry: — Aug., Zimmerstr. 41, ☒ 21 bbox=[535, 335, 675, 349]
directory-entry: — A., Tischler, Uhlenh., Canalstr. 32, H. 4, ☒ 21 bbox=[535, 941, 764, 955]
directory-entry: — Ad., Arbtr., Jenischstr. 56, ☒ 15 bbox=[535, 956, 698, 970]
directory-entry: Roigner, Carl, Arbtr., Wendenstrasse 70, H. 3, ☒ 15 bbox=[863, 1167, 1107, 1181]
